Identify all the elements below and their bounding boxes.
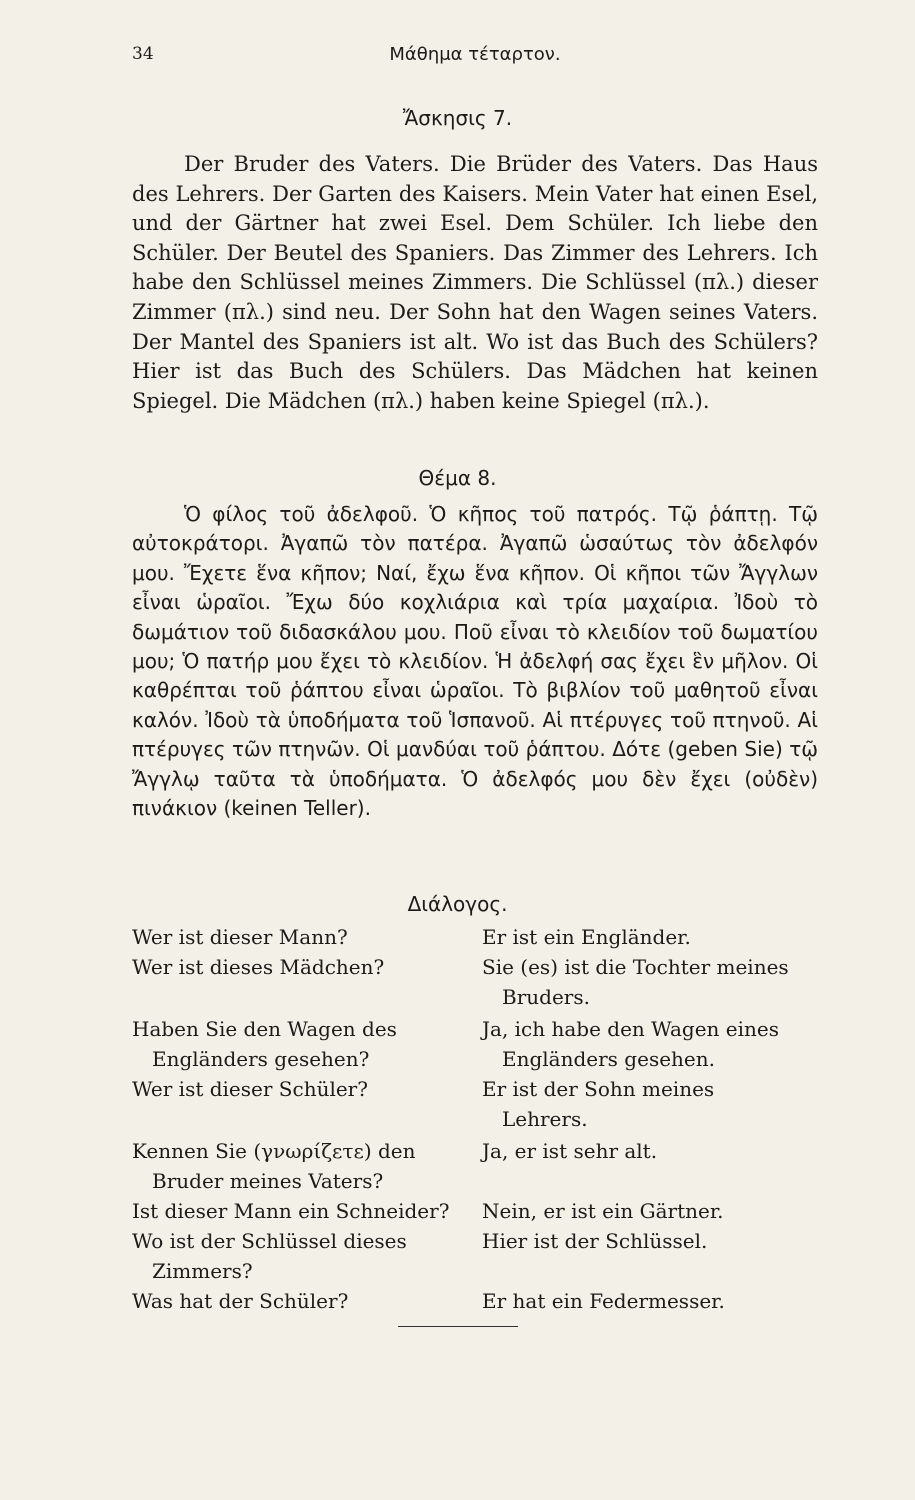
dialogue-line	[132, 955, 832, 985]
dialogue-line	[132, 1229, 832, 1259]
dialogue-line	[132, 1289, 832, 1319]
answer: Ja, ich habe den Wagen eines	[482, 1017, 780, 1041]
exercise-title: Ἄσκησις 7.	[402, 106, 513, 130]
dialogue-line	[132, 1047, 832, 1077]
dialogue-line	[132, 925, 832, 955]
dialogue-line	[132, 1259, 832, 1289]
question: Wer ist dieser Schüler?	[132, 1077, 368, 1101]
question: Was hat der Schüler?	[132, 1289, 349, 1313]
question: Wo ist der Schlüssel dieses	[132, 1229, 407, 1253]
answer: Er ist ein Engländer.	[482, 925, 691, 949]
answer: Ja, er ist sehr alt.	[482, 1139, 658, 1163]
dialogue-line	[132, 985, 832, 1015]
running-title: Μάθημα τέταρτον.	[389, 44, 561, 65]
exercise-text: Der Bruder des Vaters. Die Brüder des Vaters. Das Haus des Lehrers. Der Garten des Kaisers. Mein Vater hat einen Esel, und der Gärtner hat zwei Esel. Dem Schüler. Ich liebe den Schüler. Der Beutel des Spaniers. Das Zimmer des Lehrers. Ich habe den Schlüssel meines Zimmers. Die Schlüssel (πλ.) dieser Zimmer (πλ.) sind neu. Der Sohn hat den Wagen seines Vaters. Der Mantel des Spaniers ist alt. Wo ist das Buch des Schülers? Hier ist das Buch des Schülers. Das Mädchen hat keinen Spiegel. Die Mädchen (πλ.) haben keine Spiegel (πλ.).	[132, 152, 818, 413]
dialogue-line	[132, 1107, 832, 1137]
question: Kennen Sie (γνωρίζετε) den	[132, 1139, 416, 1163]
dialogue-line	[132, 1139, 832, 1169]
question: Wer ist dieser Mann?	[132, 925, 348, 949]
question: Zimmers?	[152, 1259, 253, 1283]
dialogue-line	[132, 1169, 832, 1199]
question: Ist dieser Mann ein Schneider?	[132, 1199, 450, 1223]
question: Bruder meines Vaters?	[152, 1169, 384, 1193]
theme-title: Θέμα 8.	[418, 466, 497, 490]
dialogue-line	[132, 1077, 832, 1107]
question: Wer ist dieses Mädchen?	[132, 955, 385, 979]
theme-text: Ὁ φίλος τοῦ ἀδελφοῦ. Ὁ κῆπος τοῦ πατρός. Τῷ ῥάπτῃ. Τῷ αὐτοκράτορι. Ἀγαπῶ τὸν πατέρα. Ἀγαπῶ ὡσαύτως τὸν ἀδελφόν μου. Ἔχετε ἕνα κῆπον; Ναί, ἔχω ἕνα κῆπον. Οἱ κῆποι τῶν Ἄγγλων εἶναι ὡραῖοι. Ἔχω δύο κοχλιάρια καὶ τρία μαχαίρια. Ἰδοὺ τὸ δωμάτιον τοῦ διδασκάλου μου. Ποῦ εἶναι τὸ κλειδίον τοῦ δωματίου μου; Ὁ πατήρ μου ἔχει τὸ κλειδίον. Ἡ ἀδελφή σας ἔχει ἓν μῆλον. Οἱ καθρέπται τοῦ ῥάπτου εἶναι ὡραῖοι. Τὸ βιβλίον τοῦ μαθητοῦ εἶναι καλόν. Ἰδοὺ τὰ ὑποδήματα τοῦ Ἱσπανοῦ. Αἱ πτέρυγες τοῦ πτηνοῦ. Αἱ πτέρυγες τῶν πτηνῶν. Οἱ μανδύαι τοῦ ῥάπτου. Δότε (geben Sie) τῷ Ἄγγλῳ ταῦτα τὰ ὑποδήματα. Ὁ ἀδελφός μου δὲν ἔχει (οὐδὲν) πινάκιον (keinen Teller).	[132, 502, 818, 821]
answer: Nein, er ist ein Gärtner.	[482, 1199, 724, 1223]
answer: Er ist der Sohn meines	[482, 1077, 715, 1101]
page-header	[132, 44, 818, 74]
end-rule	[398, 1326, 518, 1327]
dialogue-title: Διάλογος.	[407, 892, 508, 916]
answer: Sie (es) ist die Tochter meines	[482, 955, 789, 979]
page-number: 34	[132, 44, 154, 64]
question: Haben Sie den Wagen des	[132, 1017, 397, 1041]
dialogue-line	[132, 1017, 832, 1047]
answer: Bruders.	[502, 985, 590, 1009]
answer: Engländers gesehen.	[502, 1047, 715, 1071]
answer: Er hat ein Federmesser.	[482, 1289, 725, 1313]
answer: Hier ist der Schlüssel.	[482, 1229, 708, 1253]
question: Engländers gesehen?	[152, 1047, 370, 1071]
dialogue-line	[132, 1199, 832, 1229]
answer: Lehrers.	[502, 1107, 588, 1131]
